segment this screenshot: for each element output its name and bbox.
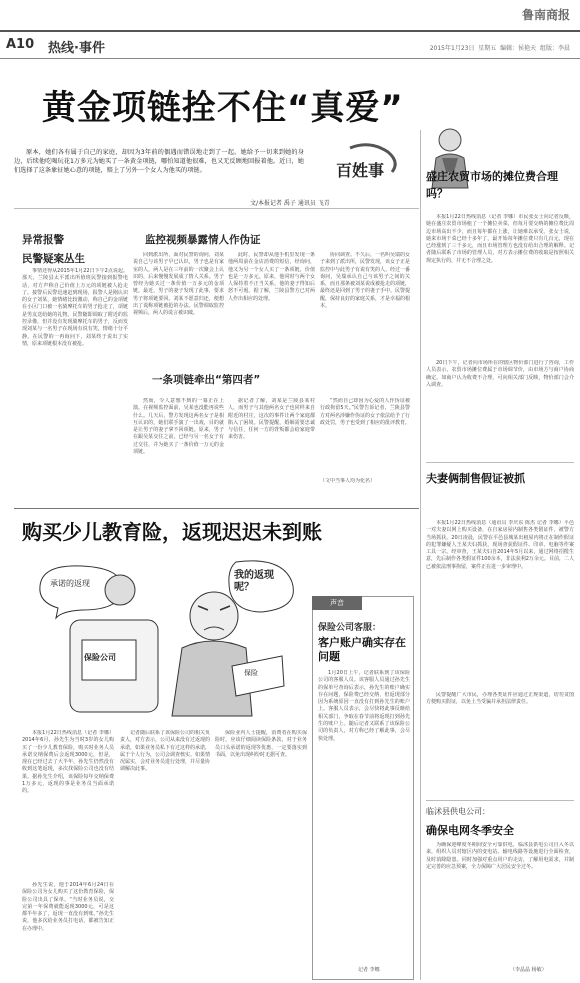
second-col-1: 本报1月22日热线消息（记者 李娜）2014年6月，孙先生为当时3岁的女儿购买了一份少儿教育保险，购买时业务人员承诺交纳保费后会返现3000元，但是，现在已经过去了大半年，孙先生仍然没有收到这笔返现，多次找保险公司也没有结果。据孙先生介绍，该保险每年交纳保费1万多元，返现的事是业务员当面承诺的。 (22, 730, 114, 795)
sidebar-rule-2 (426, 800, 574, 801)
second-col-3: 保险业内人士提醒，消费者在购买保险时，应该仔细阅读保险条款，对于业务员口头承诺的返现等优惠，一定要落实到书面，以免出现纠纷时无据可查。 (215, 730, 307, 758)
subhead-left: 异常报警 (22, 234, 64, 246)
cartoon-doc: 保险 (244, 669, 258, 677)
sidebar-bottom-tag: 临沭县供电公司： (426, 807, 490, 816)
sidebar-top-body-2: 20日下午，记者向市场所在的辖区物价部门进行了咨询，工作人员表示，农贸市场摊位费属于市场调节价，由市场方与商户协商确定。如商户认为收费不合理，可向相关部门反映，物价部门会介入调查。 (426, 360, 574, 388)
subhead-mid-2: 一条项链牵出“第四者” (152, 374, 261, 386)
main-col-5: 然而，令人意想不到的一幕正在上演。在视频监控面前，吴某也没能再说些什么。几天后，警方发现这两名女子是相互认识的，她们联手演了一出戏，目的就是让男子的妻子拿不回项链。原来，男子在跟吴某交往之前，已经与另一名女子有过交往，并为她买了一条价值一万元的金项链。 (133, 398, 224, 456)
sidebar-divider (420, 130, 421, 980)
callout-title: 客户账户确实存在问题 (318, 636, 406, 663)
issue-date: 2015年1月23日 (429, 45, 475, 52)
sidebar-rule-1 (426, 462, 574, 463)
sidebar-bottom-byline: （李晶晶 杨敏） (510, 967, 547, 973)
sidebar-mid-body-2: 民警提醒广大市民，办理各类证件应通过正规渠道，切勿贪图方便购买假证，以免上当受骗并承担法律责任。 (426, 692, 574, 706)
editor-credit: 编辑：侯艳天 (500, 45, 537, 52)
main-col-6: 据记者了解，刘某是兰陵县某村人，而男子与其他两名女子也同样来自附近的村庄，这次的事件让两个家庭都陷入了困境。民警提醒，婚姻需要忠诚与信任，任何一方的背叛都会给家庭带来伤害。 (228, 398, 315, 441)
subhead-left-2: 民警疑案丛生 (22, 253, 85, 265)
masthead-meta (430, 43, 570, 52)
designer-credit: 组版：李晨 (539, 45, 570, 52)
subhead-mid: 监控视频暴露情人作伪证 (145, 234, 261, 246)
callout-body: 1月20日上午，记者联系到了该保险公司的客服人员。该客服人员通过孙先生的保单号查询后表示，孙先生的账户确实存在问题，保险费已经交纳，但返现部分因为系统原因一直没有打到孙先生的账户上。客服人员表示，会尽快将此事反映给相关部门，争取在春节前将返现打到孙先生的账户上。随后记者又联系了该保险公司的负责人，对方称已经了解此事，会尽快处理。 (318, 670, 410, 742)
page-number: A10 (6, 37, 35, 52)
sidebar-bottom-title: 确保电网冬季安全 (426, 824, 514, 837)
main-headline: 黄金项链拴不住“真爱” (42, 88, 404, 128)
cartoon-bubble-left: 承诺的返现 (50, 579, 90, 588)
main-byline: 文/本报记者 禹子 通讯员 飞青 (250, 200, 330, 207)
main-col-1: 事情还得从2015年1月22日下午2点说起。那天，兰陵县太平派出所值班民警接到报警电话，对方声称自己价值上万元的项链被人抢走了。接警后民警迅速赶到现场，报警人是刚认识的女子刘某，她情绪比较激动，称自己的金项链在小区门口被一名骑摩托车的男子抢走了，项链是男友送给她的礼物。民警随即调取了附近的监控录像，但并没有发现骑摩托车的男子，反而发现刘某与一名男子在现场有说有笑，情绪十分平静。在民警的一再询问下，刘某终于说出了实情，原来项链根本没有被抢。 (22, 268, 128, 347)
cartoon-sign: 保险公司 (84, 653, 116, 662)
main-col-7: “然而自己却因为心爱的人作伪证被行政拘留5天。”民警告诉记者，兰陵县警方对两名涉嫌作伪证的女子依法给予了行政处罚，男子也受到了相应的批评教育。 (320, 398, 410, 426)
second-col-2: 记者随后联系了该保险公司的相关负责人，对方表示，公司从来没有过返现的承诺，如果业务员私下有过这样的承诺，属于个人行为，公司会调查核实。如果情况属实，会对业务员进行处理，并尽量协调解决此事。 (120, 730, 210, 773)
sidebar-mid-body: 本报1月22日热线消息（通讯员 李庆东 陈杰 记者 李娜）平邑一对夫妻以网上购买设备，在自家房屋内制售各类假证件，被警方当场抓获。20日凌晨，民警在平邑县城某出租屋内将正在制作假证的犯罪嫌疑人王某夫妇抓获，现场查获假证件、印章、电脑等作案工具一宗。经审查，王某夫妇自2014年5月以来，通过网络招揽生意，先后制作各类假证件100余本，非法获利2万余元。目前，二人已被依法刑事拘留，案件正在进一步审理中。 (426, 520, 574, 570)
second-headline: 购买少儿教育险，返现迟迟未到账 (22, 520, 322, 544)
issue-weekday: 星期五 (478, 45, 497, 52)
cartoon-bubble-right: 我的返现呢？ (234, 570, 274, 593)
section-rule (0, 58, 580, 59)
masthead-rule (0, 30, 580, 32)
sidebar-mid-title: 夫妻俩制售假证被抓 (426, 472, 525, 485)
main-col-3: 此时，民警却从他手机里发现一条他两周前在金店消费的短信，经询问，他又为另一个女人买了一条项链，价值也是一万多元。原来，他同时与两个女人保持着不正当关系，他的妻子得知后怒不可遏。据了解，兰陵县警方已对两人作出相应的处理。 (228, 252, 315, 302)
main-col-2: 回到派出所，面对民警的询问，刘某说自己与该男子早已认识，男子也是有家室的人，两人是在三年前的一次聚会上认识的，后来慢慢发展成了情人关系。男子曾经为她买过一条价值一万多元的金项链。最近，男子的妻子发现了此事，要求男子将项链要回。刘某不愿意归还，便想出了谎称项链被抢的办法。民警调取监控视频后，两人的谎言被识破。 (133, 252, 224, 317)
cartoon-illustration (22, 556, 307, 721)
paper-name: 鲁南商报 (521, 8, 570, 22)
main-col-8: （文中当事人均为化名） (320, 478, 376, 484)
badge-label: 百姓事 (336, 161, 385, 180)
callout-subtitle: 保险公司客服： (318, 623, 382, 633)
story-badge (330, 142, 415, 184)
sidebar-top-title: 盛庄农贸市场的摊位费合理吗？ (426, 170, 558, 200)
callout-tag: 声音 (312, 596, 362, 610)
story-divider (14, 508, 419, 509)
callout-byline: 记者 李娜 (358, 967, 380, 973)
byline-rule (14, 208, 419, 209)
second-col-1b: 孙先生说，他于2014年6月24日在保险公司为女儿购买了这份教育保险，保险公司出具了保单。“当时业务员说，交完第一年保费就能返现3000元，可是这都半年多了，返现一直没有到账。”孙先生说，他多次给业务员打电话，都被告知正在办理中。 (22, 882, 114, 932)
main-col-4: 协同调查。不久后，一名叫吴瑞的女子来到了派出所，民警发现，该女子正是监控中与此男子有说有笑的人。经过一番询问，吴瑞承认自己与该男子之间的关系，而且那条被刘某说成被抢走的项链，最终还是回到了男子的妻子手中。民警提醒，保持良好的家庭关系，才是幸福的根本。 (320, 252, 410, 310)
section-name: 热线·事件 (48, 41, 105, 56)
sidebar-top-body: 本报1月22日热线消息（记者 李娜）市民张女士向记者反映，她在盛庄农贸市场租了一个摊位卖菜，但每月要交纳的摊位费比周边市场高出不少，而且每年都在上涨，让她难以承受。张女士说，她来市场干菜已经十多年了，最开始每年摊位费只有几百元，现在已经涨到了三千多元，而且市场管理方也没有给出合理的解释。记者随后联系了市场的管理人员，对方表示摊位费的收取是按照相关规定执行的，并无不合理之处。 (426, 214, 574, 264)
lead-paragraph: 原本，她们各有属于自己的家庭，却因为3年前的偶遇而错误地走到了一起。她给予一切来到她的身边，后续他吃喝玩花1万多元为她买了一条黄金项链，哪怕知道他很难，也又无反顾地回报着他。近日，她们选择了这条象征她心意的项链，赔上了另外一个女人为他买的项链。 (14, 149, 304, 174)
sidebar-bottom-body: 为确保迎峰度冬期间安全可靠供电，临沭县供电公司自入冬以来，组织人员对辖区内的变电站、输电线路等设施进行全面检查，及时消除隐患。同时加强对重点用户的走访，了解用电需求，并制定完善的应急预案，全力保障广大居民安全过冬。 (426, 842, 574, 870)
